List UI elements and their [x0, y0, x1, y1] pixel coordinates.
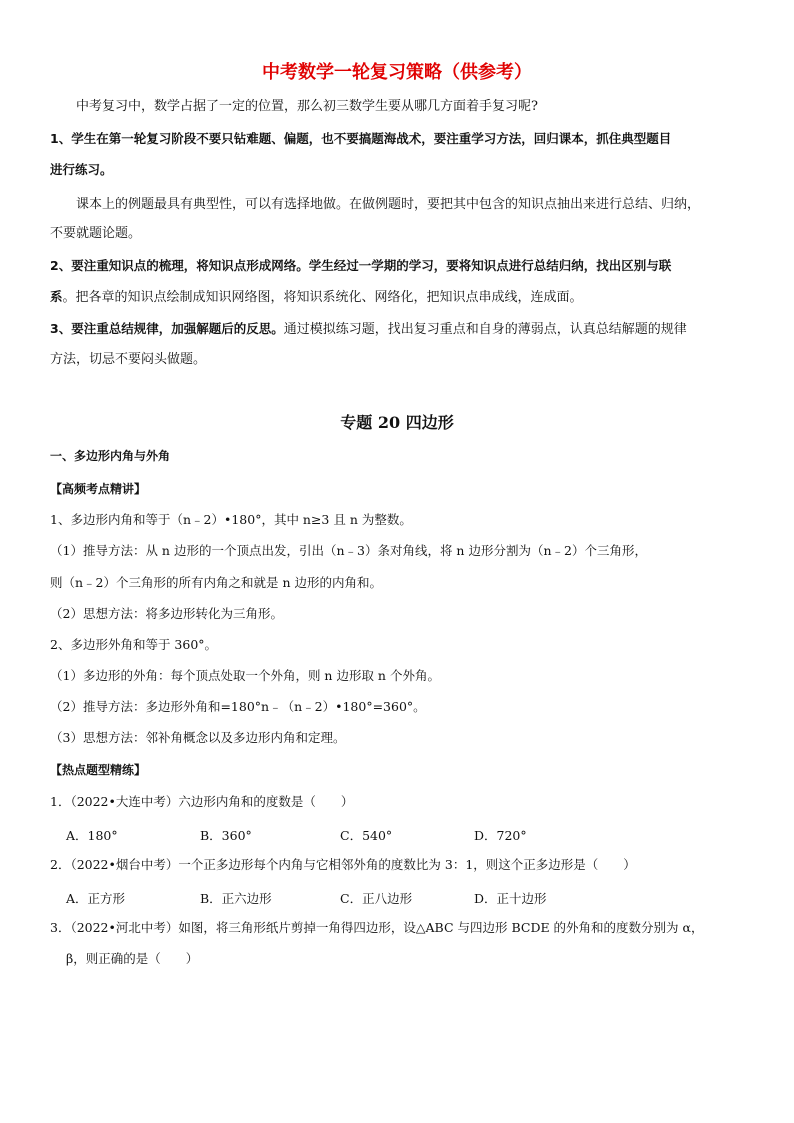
question-1-option-d: D．720°	[474, 828, 527, 843]
key-point-2-method: （3）思想方法：邻补角概念以及多边形内角和定理。	[50, 730, 346, 745]
tip-1-paragraph-line-1: 课本上的例题最具有典型性，可以有选择地做。在做例题时，要把其中包含的知识点抽出来进行总结、归纳，	[76, 197, 701, 212]
tip-1-line-2: 进行练习。	[50, 162, 113, 177]
tip-3-bold: 3、要注重总结规律，加强解题后的反思。	[50, 321, 284, 336]
question-3-line-1: 3．（2022•河北中考）如图，将三角形纸片剪掉一角得四边形，设△ABC 与四边形 BCDE 的外角和的度数分别为 α，	[50, 920, 704, 935]
question-1-option-a: A．180°	[66, 828, 118, 843]
tip-3-line-1	[50, 321, 687, 338]
key-point-2: 2、多边形外角和等于 360°。	[50, 637, 218, 652]
key-point-2-derivation: （2）推导方法：多边形外角和=180°n﹣（n﹣2）•180°=360°。	[50, 699, 426, 714]
key-point-1-method: （2）思想方法：将多边形转化为三角形。	[50, 606, 283, 621]
intro-paragraph: 中考复习中，数学占据了一定的位置，那么初三数学生要从哪几方面着手复习呢?	[76, 99, 538, 114]
key-point-1-derivation: （1）推导方法：从 n 边形的一个顶点出发，引出（n﹣3）条对角线，将 n 边形分割为（n﹣2）个三角形，	[50, 543, 647, 558]
topic-heading: 专题 20 四边形	[340, 413, 454, 432]
question-2-option-a: A．正方形	[66, 891, 126, 906]
page-title: 中考数学一轮复习策略（供参考）	[262, 62, 532, 83]
question-3-line-2: β，则正确的是（ ）	[66, 951, 199, 966]
question-2-option-d: D．正十边形	[474, 891, 547, 906]
key-points-header: 【高频考点精讲】	[50, 482, 147, 496]
question-1-option-c: C．540°	[340, 828, 393, 843]
key-point-1-derivation-cont: 则（n﹣2）个三角形的所有内角之和就是 n 边形的内角和。	[50, 575, 383, 590]
question-1-option-b: B．360°	[200, 828, 252, 843]
tip-2-line-2-bold: 系	[50, 289, 63, 304]
tip-2-line-2-rest: 。把各章的知识点绘制成知识网络图，将知识系统化、网络化，把知识点串成线，连成面。	[62, 290, 583, 305]
tip-1-paragraph-line-2: 不要就题论题。	[50, 226, 142, 241]
section-heading: 一、多边形内角与外角	[50, 449, 171, 463]
question-2: 2．（2022•烟台中考）一个正多边形每个内角与它相邻外角的度数比为 3：1，则这个正多边形是（ ）	[50, 857, 636, 872]
key-point-2-definition: （1）多边形的外角：每个顶点处取一个外角，则 n 边形取 n 个外角。	[50, 668, 440, 683]
question-1: 1．（2022•大连中考）六边形内角和的度数是（ ）	[50, 794, 354, 809]
question-2-option-b: B．正六边形	[200, 891, 272, 906]
tip-1-line-1: 1、学生在第一轮复习阶段不要只钻难题、偏题，也不要搞题海战术，要注重学习方法，回归课本，抓住典型题目	[50, 131, 672, 146]
tip-2-line-1: 2、要注重知识点的梳理，将知识点形成网络。学生经过一学期的学习，要将知识点进行总结归纳，找出区别与联	[50, 258, 672, 273]
question-2-option-c: C．正八边形	[340, 891, 413, 906]
tip-3-line-2: 方法，切忌不要闷头做题。	[50, 352, 207, 367]
tip-3-rest: 通过模拟练习题，找出复习重点和自身的薄弱点，认真总结解题的规律	[283, 322, 687, 337]
tip-2-line-2	[50, 289, 583, 306]
key-point-1: 1、多边形内角和等于（n﹣2）•180°，其中 n≥3 且 n 为整数。	[50, 512, 412, 527]
exercise-header: 【热点题型精练】	[50, 763, 147, 777]
